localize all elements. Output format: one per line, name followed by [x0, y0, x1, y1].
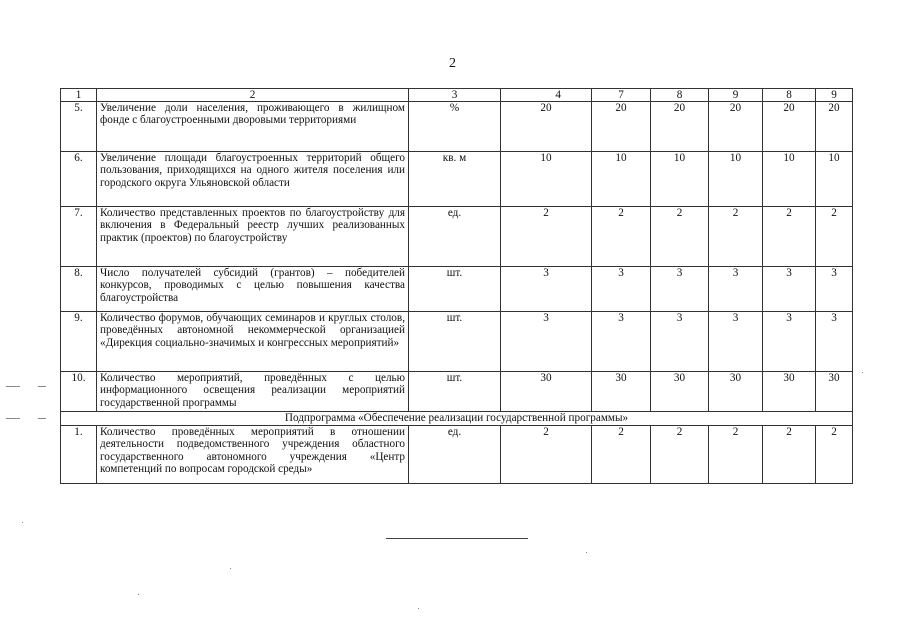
subprogram-row [61, 412, 853, 426]
indicator-value: 30 [763, 372, 816, 412]
indicator-value: 3 [592, 267, 651, 312]
column-header: 9 [709, 89, 763, 102]
table-row [61, 102, 853, 152]
indicator-value: 30 [709, 372, 763, 412]
scan-mark [38, 418, 46, 419]
subprogram-title: Подпрограмма «Обеспечение реализации государственной программы» [61, 412, 853, 426]
indicator-name: Количество мероприятий, проведённых с целью информационного освещения реализации мероприятий государственной программы [97, 372, 409, 412]
indicator-value: 2 [763, 426, 816, 484]
indicator-value: 20 [816, 102, 853, 152]
column-header: 1 [61, 89, 97, 102]
indicator-value: 20 [763, 102, 816, 152]
unit-of-measure: шт. [409, 267, 501, 312]
unit-of-measure: шт. [409, 312, 501, 372]
scan-speck [230, 568, 231, 569]
row-number: 9. [61, 312, 97, 372]
scan-mark [38, 386, 46, 387]
indicator-value: 3 [592, 312, 651, 372]
unit-of-measure: ед. [409, 426, 501, 484]
indicator-value: 20 [709, 102, 763, 152]
column-header: 2 [97, 89, 409, 102]
indicator-value: 3 [501, 267, 592, 312]
indicator-value: 2 [816, 426, 853, 484]
row-number: 1. [61, 426, 97, 484]
table-row [61, 152, 853, 207]
indicator-name: Количество проведённых мероприятий в отношении деятельности подведомственного учреждения областного государственного автономного учреждения «Центр компетенций по вопросам городской среды» [97, 426, 409, 484]
indicator-value: 2 [651, 426, 709, 484]
row-number: 10. [61, 372, 97, 412]
unit-of-measure: кв. м [409, 152, 501, 207]
table-row [61, 207, 853, 267]
footer-rule [386, 538, 528, 539]
unit-of-measure: % [409, 102, 501, 152]
column-header: 3 [409, 89, 501, 102]
indicator-value: 3 [763, 267, 816, 312]
indicator-value: 2 [709, 207, 763, 267]
indicators-table [60, 88, 853, 484]
indicator-value: 3 [816, 267, 853, 312]
indicator-value: 2 [592, 207, 651, 267]
indicator-value: 3 [709, 312, 763, 372]
table-row [61, 372, 853, 412]
indicator-value: 10 [651, 152, 709, 207]
indicator-value: 2 [592, 426, 651, 484]
indicator-value: 2 [709, 426, 763, 484]
table-row [61, 426, 853, 484]
scan-mark [6, 418, 20, 419]
indicator-value: 3 [651, 312, 709, 372]
indicator-value: 30 [501, 372, 592, 412]
indicator-name: Увеличение площади благоустроенных территорий общего пользования, приходящихся на одного жителя поселения или городского округа Ульяновской области [97, 152, 409, 207]
indicator-value: 2 [501, 207, 592, 267]
column-header: 8 [763, 89, 816, 102]
indicator-name: Увеличение доли населения, проживающего в жилищном фонде с благоустроенными дворовыми территориями [97, 102, 409, 152]
unit-of-measure: ед. [409, 207, 501, 267]
indicator-value: 3 [709, 267, 763, 312]
indicator-value: 10 [816, 152, 853, 207]
indicator-value: 2 [651, 207, 709, 267]
row-number: 5. [61, 102, 97, 152]
indicator-name: Количество форумов, обучающих семинаров и круглых столов, проведённых автономной некоммерческой организацией «Дирекция социально-значимых и конгрессных мероприятий» [97, 312, 409, 372]
scan-speck [862, 372, 863, 373]
indicator-value: 3 [763, 312, 816, 372]
column-header: 4 [501, 89, 592, 102]
column-header: 7 [592, 89, 651, 102]
indicator-value: 10 [501, 152, 592, 207]
indicator-value: 2 [816, 207, 853, 267]
indicator-name: Количество представленных проектов по благоустройству для включения в Федеральный реестр лучших реализованных практик (проектов) по благоустройству [97, 207, 409, 267]
indicator-value: 10 [709, 152, 763, 207]
indicator-value: 2 [763, 207, 816, 267]
scan-speck [586, 552, 587, 553]
page-number: 2 [449, 56, 456, 71]
scan-speck [22, 522, 23, 523]
table-header-row [61, 89, 853, 102]
unit-of-measure: шт. [409, 372, 501, 412]
indicator-value: 10 [763, 152, 816, 207]
scan-mark [6, 386, 20, 387]
indicator-value: 30 [592, 372, 651, 412]
scan-speck [418, 608, 419, 609]
indicator-value: 10 [592, 152, 651, 207]
row-number: 7. [61, 207, 97, 267]
row-number: 8. [61, 267, 97, 312]
table-row [61, 267, 853, 312]
scan-speck [138, 594, 139, 595]
indicator-value: 20 [592, 102, 651, 152]
indicator-value: 3 [816, 312, 853, 372]
indicator-value: 20 [501, 102, 592, 152]
indicator-value: 20 [651, 102, 709, 152]
row-number: 6. [61, 152, 97, 207]
indicator-name: Число получателей субсидий (грантов) – победителей конкурсов, проводимых с целью повышения качества благоустройства [97, 267, 409, 312]
indicator-value: 3 [651, 267, 709, 312]
indicator-value: 30 [816, 372, 853, 412]
indicator-value: 3 [501, 312, 592, 372]
table-row [61, 312, 853, 372]
column-header: 9 [816, 89, 853, 102]
column-header: 8 [651, 89, 709, 102]
indicator-value: 2 [501, 426, 592, 484]
indicator-value: 30 [651, 372, 709, 412]
